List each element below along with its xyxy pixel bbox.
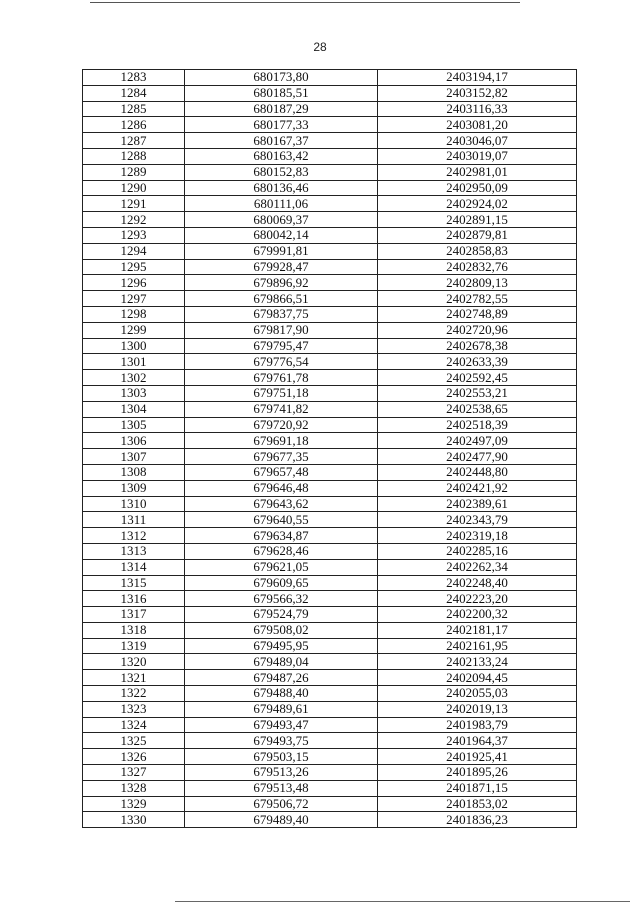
y-coordinate-cell: 2402200,32 xyxy=(378,607,577,623)
point-number-cell: 1325 xyxy=(83,733,185,749)
point-number-cell: 1289 xyxy=(83,164,185,180)
point-number-cell: 1290 xyxy=(83,180,185,196)
table-row xyxy=(83,607,577,623)
table-row xyxy=(83,496,577,512)
scan-border-bottom xyxy=(175,901,630,902)
x-coordinate-cell: 679817,90 xyxy=(185,322,378,338)
point-number-cell: 1310 xyxy=(83,496,185,512)
y-coordinate-cell: 2402832,76 xyxy=(378,259,577,275)
y-coordinate-cell: 2403046,07 xyxy=(378,133,577,149)
table-row xyxy=(83,370,577,386)
y-coordinate-cell: 2401983,79 xyxy=(378,717,577,733)
x-coordinate-cell: 680187,29 xyxy=(185,101,378,117)
x-coordinate-cell: 679508,02 xyxy=(185,622,378,638)
x-coordinate-cell: 680173,80 xyxy=(185,70,378,86)
y-coordinate-cell: 2402592,45 xyxy=(378,370,577,386)
point-number-cell: 1304 xyxy=(83,401,185,417)
table-row xyxy=(83,354,577,370)
x-coordinate-cell: 679837,75 xyxy=(185,306,378,322)
x-coordinate-cell: 679657,48 xyxy=(185,464,378,480)
x-coordinate-cell: 679866,51 xyxy=(185,291,378,307)
point-number-cell: 1322 xyxy=(83,686,185,702)
x-coordinate-cell: 679524,79 xyxy=(185,607,378,623)
point-number-cell: 1291 xyxy=(83,196,185,212)
table-row xyxy=(83,70,577,86)
x-coordinate-cell: 679513,48 xyxy=(185,780,378,796)
x-coordinate-cell: 679493,75 xyxy=(185,733,378,749)
point-number-cell: 1296 xyxy=(83,275,185,291)
y-coordinate-cell: 2403019,07 xyxy=(378,148,577,164)
point-number-cell: 1288 xyxy=(83,148,185,164)
point-number-cell: 1330 xyxy=(83,812,185,828)
point-number-cell: 1295 xyxy=(83,259,185,275)
point-number-cell: 1326 xyxy=(83,749,185,765)
point-number-cell: 1284 xyxy=(83,85,185,101)
table-row xyxy=(83,654,577,670)
y-coordinate-cell: 2402262,34 xyxy=(378,559,577,575)
x-coordinate-cell: 679488,40 xyxy=(185,686,378,702)
x-coordinate-cell: 680136,46 xyxy=(185,180,378,196)
x-coordinate-cell: 679621,05 xyxy=(185,559,378,575)
table-row xyxy=(83,133,577,149)
point-number-cell: 1319 xyxy=(83,638,185,654)
table-row xyxy=(83,85,577,101)
table-row xyxy=(83,338,577,354)
point-number-cell: 1301 xyxy=(83,354,185,370)
table-row xyxy=(83,717,577,733)
x-coordinate-cell: 679640,55 xyxy=(185,512,378,528)
y-coordinate-cell: 2403081,20 xyxy=(378,117,577,133)
x-coordinate-cell: 679896,92 xyxy=(185,275,378,291)
point-number-cell: 1293 xyxy=(83,227,185,243)
table-row xyxy=(83,464,577,480)
y-coordinate-cell: 2403194,17 xyxy=(378,70,577,86)
point-number-cell: 1305 xyxy=(83,417,185,433)
table-row xyxy=(83,101,577,117)
x-coordinate-cell: 679795,47 xyxy=(185,338,378,354)
x-coordinate-cell: 679489,04 xyxy=(185,654,378,670)
y-coordinate-cell: 2402891,15 xyxy=(378,212,577,228)
table-row xyxy=(83,117,577,133)
y-coordinate-cell: 2402094,45 xyxy=(378,670,577,686)
table-row xyxy=(83,291,577,307)
table-row xyxy=(83,543,577,559)
table-row xyxy=(83,575,577,591)
table-row xyxy=(83,212,577,228)
y-coordinate-cell: 2402223,20 xyxy=(378,591,577,607)
y-coordinate-cell: 2402782,55 xyxy=(378,291,577,307)
x-coordinate-cell: 680163,42 xyxy=(185,148,378,164)
table-row xyxy=(83,385,577,401)
x-coordinate-cell: 680069,37 xyxy=(185,212,378,228)
y-coordinate-cell: 2402809,13 xyxy=(378,275,577,291)
page-number: 28 xyxy=(313,40,327,54)
x-coordinate-cell: 680177,33 xyxy=(185,117,378,133)
table-row xyxy=(83,243,577,259)
point-number-cell: 1316 xyxy=(83,591,185,607)
y-coordinate-cell: 2402448,80 xyxy=(378,464,577,480)
point-number-cell: 1315 xyxy=(83,575,185,591)
x-coordinate-cell: 679776,54 xyxy=(185,354,378,370)
y-coordinate-cell: 2402055,03 xyxy=(378,686,577,702)
y-coordinate-cell: 2402518,39 xyxy=(378,417,577,433)
x-coordinate-cell: 680185,51 xyxy=(185,85,378,101)
point-number-cell: 1286 xyxy=(83,117,185,133)
table-row xyxy=(83,701,577,717)
y-coordinate-cell: 2401925,41 xyxy=(378,749,577,765)
table-row xyxy=(83,275,577,291)
y-coordinate-cell: 2402497,09 xyxy=(378,433,577,449)
point-number-cell: 1302 xyxy=(83,370,185,386)
y-coordinate-cell: 2402477,90 xyxy=(378,449,577,465)
point-number-cell: 1298 xyxy=(83,306,185,322)
x-coordinate-cell: 679677,35 xyxy=(185,449,378,465)
table-row xyxy=(83,401,577,417)
point-number-cell: 1324 xyxy=(83,717,185,733)
x-coordinate-cell: 679761,78 xyxy=(185,370,378,386)
point-number-cell: 1303 xyxy=(83,385,185,401)
table-row xyxy=(83,259,577,275)
x-coordinate-cell: 680042,14 xyxy=(185,227,378,243)
coordinates-table xyxy=(82,69,577,828)
point-number-cell: 1309 xyxy=(83,480,185,496)
table-row xyxy=(83,749,577,765)
table-row xyxy=(83,148,577,164)
table-row xyxy=(83,528,577,544)
point-number-cell: 1328 xyxy=(83,780,185,796)
x-coordinate-cell: 680152,83 xyxy=(185,164,378,180)
point-number-cell: 1299 xyxy=(83,322,185,338)
point-number-cell: 1314 xyxy=(83,559,185,575)
table-row xyxy=(83,686,577,702)
point-number-cell: 1287 xyxy=(83,133,185,149)
table-row xyxy=(83,164,577,180)
y-coordinate-cell: 2402133,24 xyxy=(378,654,577,670)
point-number-cell: 1327 xyxy=(83,765,185,781)
point-number-cell: 1318 xyxy=(83,622,185,638)
y-coordinate-cell: 2402879,81 xyxy=(378,227,577,243)
y-coordinate-cell: 2402421,92 xyxy=(378,480,577,496)
y-coordinate-cell: 2401964,37 xyxy=(378,733,577,749)
y-coordinate-cell: 2402181,17 xyxy=(378,622,577,638)
point-number-cell: 1283 xyxy=(83,70,185,86)
table-row xyxy=(83,638,577,654)
y-coordinate-cell: 2403152,82 xyxy=(378,85,577,101)
point-number-cell: 1312 xyxy=(83,528,185,544)
y-coordinate-cell: 2402720,96 xyxy=(378,322,577,338)
y-coordinate-cell: 2402748,89 xyxy=(378,306,577,322)
x-coordinate-cell: 679991,81 xyxy=(185,243,378,259)
x-coordinate-cell: 679566,32 xyxy=(185,591,378,607)
table-row xyxy=(83,322,577,338)
table-row xyxy=(83,196,577,212)
table-row xyxy=(83,433,577,449)
x-coordinate-cell: 679691,18 xyxy=(185,433,378,449)
y-coordinate-cell: 2402319,18 xyxy=(378,528,577,544)
point-number-cell: 1313 xyxy=(83,543,185,559)
point-number-cell: 1321 xyxy=(83,670,185,686)
table-row xyxy=(83,417,577,433)
table-row xyxy=(83,780,577,796)
x-coordinate-cell: 679646,48 xyxy=(185,480,378,496)
y-coordinate-cell: 2401871,15 xyxy=(378,780,577,796)
table-row xyxy=(83,765,577,781)
x-coordinate-cell: 680111,06 xyxy=(185,196,378,212)
x-coordinate-cell: 679928,47 xyxy=(185,259,378,275)
x-coordinate-cell: 679513,26 xyxy=(185,765,378,781)
table-row xyxy=(83,796,577,812)
table-row xyxy=(83,670,577,686)
y-coordinate-cell: 2402858,83 xyxy=(378,243,577,259)
y-coordinate-cell: 2402389,61 xyxy=(378,496,577,512)
table-row xyxy=(83,559,577,575)
y-coordinate-cell: 2402248,40 xyxy=(378,575,577,591)
table-row xyxy=(83,512,577,528)
y-coordinate-cell: 2401853,02 xyxy=(378,796,577,812)
point-number-cell: 1294 xyxy=(83,243,185,259)
y-coordinate-cell: 2402981,01 xyxy=(378,164,577,180)
table-row xyxy=(83,622,577,638)
scan-border-top xyxy=(90,2,520,3)
table-row xyxy=(83,733,577,749)
x-coordinate-cell: 679489,61 xyxy=(185,701,378,717)
table-row xyxy=(83,306,577,322)
y-coordinate-cell: 2402161,95 xyxy=(378,638,577,654)
point-number-cell: 1297 xyxy=(83,291,185,307)
y-coordinate-cell: 2402553,21 xyxy=(378,385,577,401)
y-coordinate-cell: 2403116,33 xyxy=(378,101,577,117)
x-coordinate-cell: 679643,62 xyxy=(185,496,378,512)
x-coordinate-cell: 679493,47 xyxy=(185,717,378,733)
y-coordinate-cell: 2401836,23 xyxy=(378,812,577,828)
x-coordinate-cell: 679506,72 xyxy=(185,796,378,812)
x-coordinate-cell: 679489,40 xyxy=(185,812,378,828)
point-number-cell: 1308 xyxy=(83,464,185,480)
x-coordinate-cell: 679487,26 xyxy=(185,670,378,686)
coordinates-table-body xyxy=(83,70,577,828)
table-row xyxy=(83,480,577,496)
point-number-cell: 1323 xyxy=(83,701,185,717)
y-coordinate-cell: 2402950,09 xyxy=(378,180,577,196)
x-coordinate-cell: 680167,37 xyxy=(185,133,378,149)
table-row xyxy=(83,591,577,607)
y-coordinate-cell: 2401895,26 xyxy=(378,765,577,781)
table-row xyxy=(83,812,577,828)
point-number-cell: 1300 xyxy=(83,338,185,354)
point-number-cell: 1306 xyxy=(83,433,185,449)
x-coordinate-cell: 679503,15 xyxy=(185,749,378,765)
point-number-cell: 1329 xyxy=(83,796,185,812)
y-coordinate-cell: 2402343,79 xyxy=(378,512,577,528)
x-coordinate-cell: 679741,82 xyxy=(185,401,378,417)
table-row xyxy=(83,449,577,465)
point-number-cell: 1285 xyxy=(83,101,185,117)
y-coordinate-cell: 2402019,13 xyxy=(378,701,577,717)
x-coordinate-cell: 679628,46 xyxy=(185,543,378,559)
x-coordinate-cell: 679751,18 xyxy=(185,385,378,401)
y-coordinate-cell: 2402678,38 xyxy=(378,338,577,354)
point-number-cell: 1311 xyxy=(83,512,185,528)
point-number-cell: 1320 xyxy=(83,654,185,670)
x-coordinate-cell: 679720,92 xyxy=(185,417,378,433)
table-row xyxy=(83,180,577,196)
y-coordinate-cell: 2402633,39 xyxy=(378,354,577,370)
point-number-cell: 1317 xyxy=(83,607,185,623)
x-coordinate-cell: 679609,65 xyxy=(185,575,378,591)
y-coordinate-cell: 2402538,65 xyxy=(378,401,577,417)
x-coordinate-cell: 679634,87 xyxy=(185,528,378,544)
table-row xyxy=(83,227,577,243)
y-coordinate-cell: 2402285,16 xyxy=(378,543,577,559)
x-coordinate-cell: 679495,95 xyxy=(185,638,378,654)
point-number-cell: 1292 xyxy=(83,212,185,228)
y-coordinate-cell: 2402924,02 xyxy=(378,196,577,212)
point-number-cell: 1307 xyxy=(83,449,185,465)
